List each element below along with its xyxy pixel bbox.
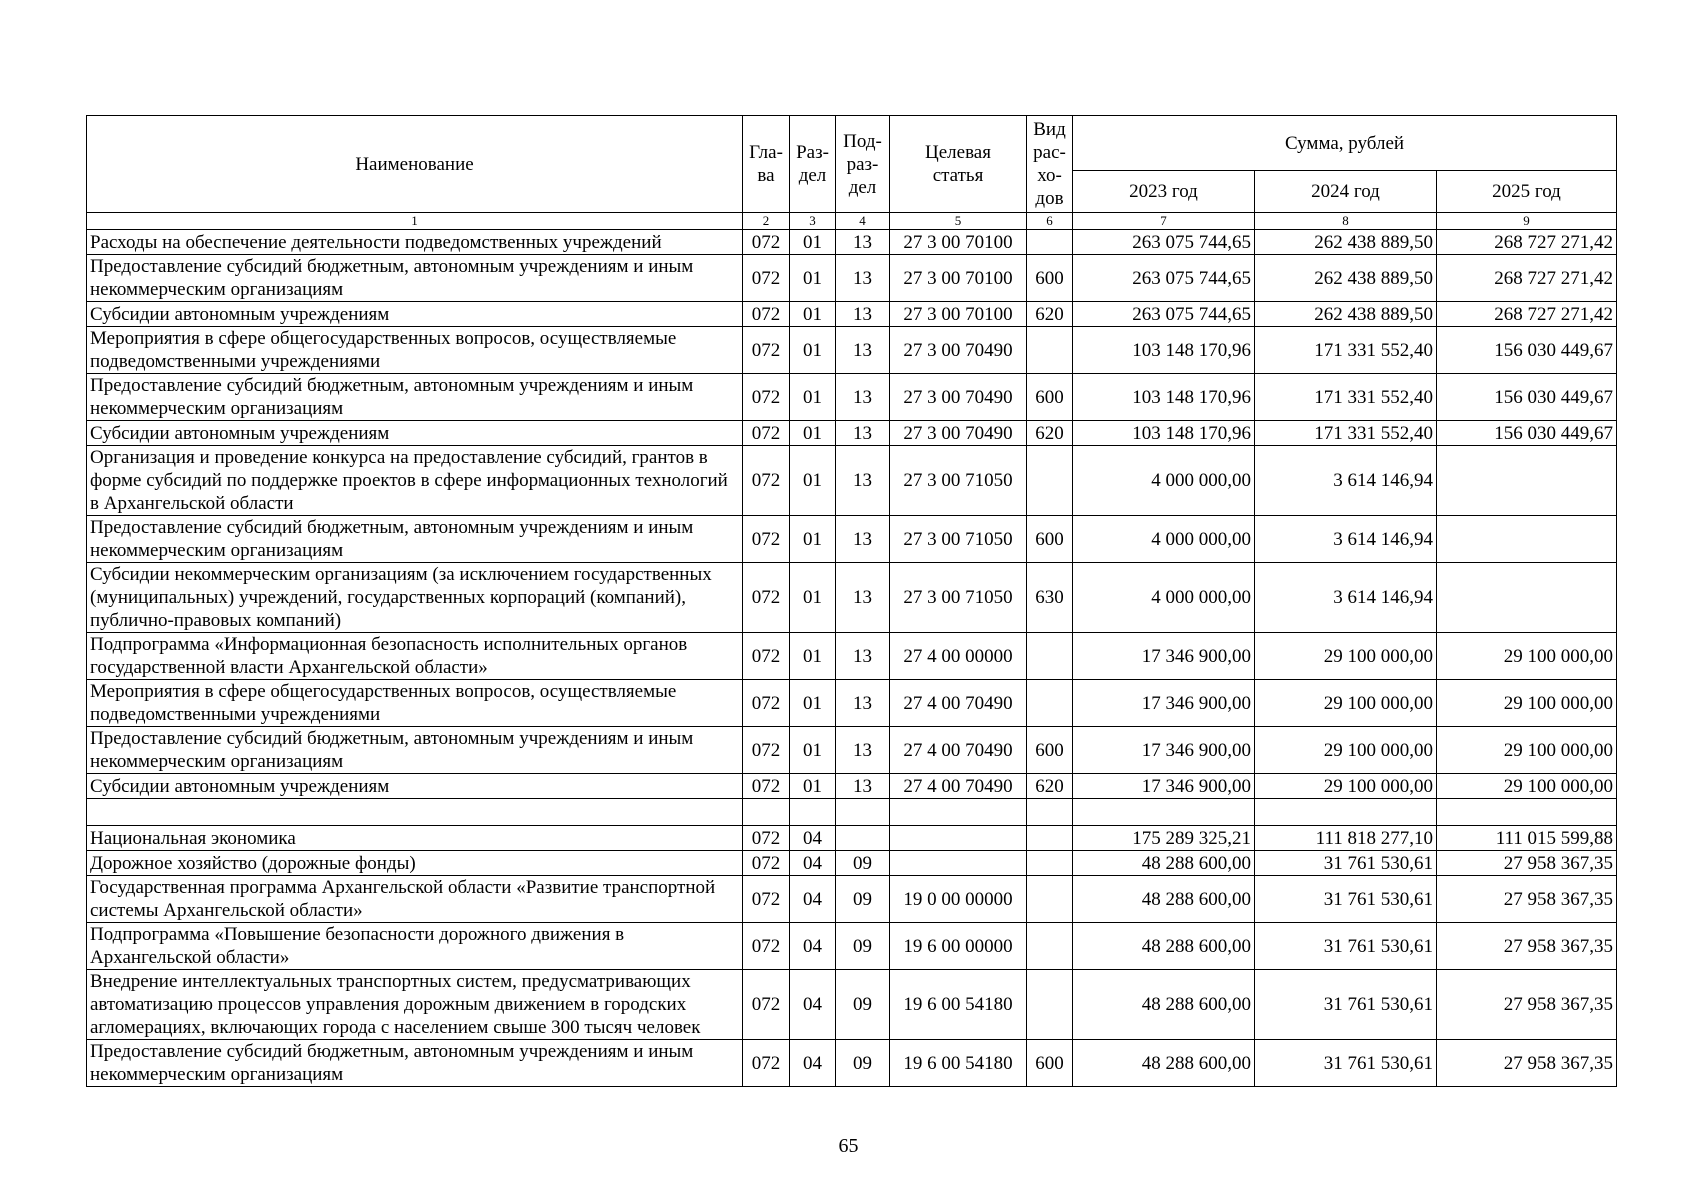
row-tselevaya (890, 826, 1027, 851)
row-2024: 262 438 889,50 (1255, 255, 1437, 302)
table-row (87, 255, 1617, 302)
row-razdel: 01 (790, 680, 836, 727)
row-2025: 268 727 271,42 (1437, 302, 1617, 327)
row-2023: 175 289 325,21 (1073, 826, 1255, 851)
column-numbers-row (87, 213, 1617, 230)
row-podrazdel: 13 (836, 516, 890, 563)
row-tselevaya: 19 6 00 54180 (890, 970, 1027, 1040)
row-tselevaya: 27 3 00 70100 (890, 230, 1027, 255)
row-name: Расходы на обеспечение деятельности подведомственных учреждений (87, 230, 743, 255)
row-2024: 111 818 277,10 (1255, 826, 1437, 851)
row-name (87, 799, 743, 826)
row-razdel: 01 (790, 327, 836, 374)
row-2024: 3 614 146,94 (1255, 516, 1437, 563)
row-glava: 072 (743, 727, 790, 774)
table-row (87, 851, 1617, 876)
row-podrazdel: 13 (836, 680, 890, 727)
row-name: Субсидии некоммерческим организациям (за исключением государственных (муниципальных) учреждений, государственных корпораций (компаний), публично-правовых компаний) (87, 563, 743, 633)
row-2024: 262 438 889,50 (1255, 302, 1437, 327)
row-name: Организация и проведение конкурса на предоставление субсидий, грантов в форме субсидий по поддержке проектов в сфере информационных технологий в Архангельской области (87, 446, 743, 516)
row-name: Дорожное хозяйство (дорожные фонды) (87, 851, 743, 876)
row-2025: 27 958 367,35 (1437, 1040, 1617, 1087)
row-razdel: 01 (790, 727, 836, 774)
table-row (87, 923, 1617, 970)
row-razdel: 01 (790, 446, 836, 516)
row-glava: 072 (743, 680, 790, 727)
table-row (87, 421, 1617, 446)
table-row (87, 727, 1617, 774)
row-glava: 072 (743, 563, 790, 633)
table-row (87, 633, 1617, 680)
row-razdel: 04 (790, 970, 836, 1040)
row-podrazdel: 09 (836, 923, 890, 970)
row-glava: 072 (743, 255, 790, 302)
row-glava: 072 (743, 421, 790, 446)
col-number: 9 (1437, 213, 1617, 230)
row-glava (743, 799, 790, 826)
row-2024: 29 100 000,00 (1255, 727, 1437, 774)
header-2025: 2025 год (1437, 171, 1617, 213)
row-2025: 27 958 367,35 (1437, 970, 1617, 1040)
row-podrazdel: 13 (836, 327, 890, 374)
row-2023: 4 000 000,00 (1073, 516, 1255, 563)
row-name: Субсидии автономным учреждениям (87, 421, 743, 446)
row-2024: 262 438 889,50 (1255, 230, 1437, 255)
row-2025 (1437, 799, 1617, 826)
table-row (87, 970, 1617, 1040)
table-row-empty (87, 799, 1617, 826)
row-vid (1027, 923, 1073, 970)
row-podrazdel: 09 (836, 851, 890, 876)
row-2024: 171 331 552,40 (1255, 327, 1437, 374)
header-razdel: Раз- дел (790, 116, 836, 213)
row-glava: 072 (743, 1040, 790, 1087)
row-2025: 268 727 271,42 (1437, 230, 1617, 255)
row-vid (1027, 826, 1073, 851)
row-glava: 072 (743, 826, 790, 851)
table-row (87, 516, 1617, 563)
row-razdel: 04 (790, 876, 836, 923)
row-glava: 072 (743, 230, 790, 255)
row-2024: 29 100 000,00 (1255, 680, 1437, 727)
row-2025 (1437, 516, 1617, 563)
row-2025: 268 727 271,42 (1437, 255, 1617, 302)
table-row (87, 230, 1617, 255)
row-name: Предоставление субсидий бюджетным, автономным учреждениям и иным некоммерческим организациям (87, 255, 743, 302)
budget-table (86, 115, 1617, 1087)
row-name: Государственная программа Архангельской области «Развитие транспортной системы Архангельской области» (87, 876, 743, 923)
col-number: 4 (836, 213, 890, 230)
row-podrazdel: 13 (836, 446, 890, 516)
header-summa: Сумма, рублей (1073, 116, 1617, 171)
row-2025 (1437, 563, 1617, 633)
row-glava: 072 (743, 876, 790, 923)
row-podrazdel (836, 799, 890, 826)
row-2023: 17 346 900,00 (1073, 680, 1255, 727)
row-name: Предоставление субсидий бюджетным, автономным учреждениям и иным некоммерческим организациям (87, 1040, 743, 1087)
row-tselevaya: 27 3 00 71050 (890, 516, 1027, 563)
row-podrazdel: 13 (836, 302, 890, 327)
row-glava: 072 (743, 774, 790, 799)
row-2024: 31 761 530,61 (1255, 851, 1437, 876)
row-2025: 156 030 449,67 (1437, 421, 1617, 446)
row-2025: 156 030 449,67 (1437, 374, 1617, 421)
row-vid (1027, 327, 1073, 374)
row-tselevaya (890, 851, 1027, 876)
row-vid: 630 (1027, 563, 1073, 633)
row-tselevaya: 27 4 00 70490 (890, 774, 1027, 799)
row-name: Предоставление субсидий бюджетным, автономным учреждениям и иным некоммерческим организациям (87, 516, 743, 563)
row-name: Предоставление субсидий бюджетным, автономным учреждениям и иным некоммерческим организациям (87, 727, 743, 774)
row-2024: 3 614 146,94 (1255, 446, 1437, 516)
row-razdel: 01 (790, 421, 836, 446)
row-2023: 263 075 744,65 (1073, 302, 1255, 327)
row-2023: 48 288 600,00 (1073, 876, 1255, 923)
row-razdel: 01 (790, 255, 836, 302)
row-name: Национальная экономика (87, 826, 743, 851)
header-podrazdel: Под- раз- дел (836, 116, 890, 213)
row-podrazdel: 13 (836, 563, 890, 633)
row-glava: 072 (743, 970, 790, 1040)
row-vid: 620 (1027, 774, 1073, 799)
row-razdel (790, 799, 836, 826)
row-glava: 072 (743, 302, 790, 327)
row-2024: 171 331 552,40 (1255, 421, 1437, 446)
row-tselevaya: 27 3 00 70100 (890, 302, 1027, 327)
row-razdel: 01 (790, 633, 836, 680)
table-row (87, 563, 1617, 633)
row-tselevaya: 27 4 00 70490 (890, 727, 1027, 774)
col-number: 2 (743, 213, 790, 230)
row-glava: 072 (743, 633, 790, 680)
row-2024: 31 761 530,61 (1255, 1040, 1437, 1087)
col-number: 8 (1255, 213, 1437, 230)
row-vid (1027, 446, 1073, 516)
row-2023: 17 346 900,00 (1073, 633, 1255, 680)
row-tselevaya: 19 6 00 00000 (890, 923, 1027, 970)
header-name: Наименование (87, 116, 743, 213)
row-2025: 27 958 367,35 (1437, 876, 1617, 923)
row-tselevaya: 19 6 00 54180 (890, 1040, 1027, 1087)
header-vid: Вид рас- хо- дов (1027, 116, 1073, 213)
col-number: 6 (1027, 213, 1073, 230)
row-vid (1027, 230, 1073, 255)
row-glava: 072 (743, 327, 790, 374)
row-razdel: 04 (790, 851, 836, 876)
row-2024: 171 331 552,40 (1255, 374, 1437, 421)
row-name: Подпрограмма «Повышение безопасности дорожного движения в Архангельской области» (87, 923, 743, 970)
table-row (87, 446, 1617, 516)
row-2023: 103 148 170,96 (1073, 374, 1255, 421)
row-2024: 31 761 530,61 (1255, 923, 1437, 970)
row-tselevaya: 27 4 00 70490 (890, 680, 1027, 727)
row-name: Мероприятия в сфере общегосударственных вопросов, осуществляемые подведомственными учреждениями (87, 327, 743, 374)
header-glava: Гла- ва (743, 116, 790, 213)
row-2023: 103 148 170,96 (1073, 327, 1255, 374)
header-tselevaya: Целевая статья (890, 116, 1027, 213)
row-2025: 29 100 000,00 (1437, 774, 1617, 799)
row-podrazdel (836, 826, 890, 851)
row-2023: 263 075 744,65 (1073, 255, 1255, 302)
col-number: 1 (87, 213, 743, 230)
row-podrazdel: 13 (836, 774, 890, 799)
row-2023: 48 288 600,00 (1073, 970, 1255, 1040)
table-row (87, 374, 1617, 421)
row-podrazdel: 09 (836, 876, 890, 923)
row-vid: 600 (1027, 1040, 1073, 1087)
col-number: 7 (1073, 213, 1255, 230)
row-2023: 48 288 600,00 (1073, 1040, 1255, 1087)
row-podrazdel: 09 (836, 1040, 890, 1087)
row-podrazdel: 13 (836, 421, 890, 446)
table-row (87, 327, 1617, 374)
row-2024: 31 761 530,61 (1255, 970, 1437, 1040)
row-razdel: 01 (790, 516, 836, 563)
row-2023: 17 346 900,00 (1073, 774, 1255, 799)
row-2025: 27 958 367,35 (1437, 851, 1617, 876)
row-vid: 600 (1027, 727, 1073, 774)
row-tselevaya: 27 3 00 71050 (890, 563, 1027, 633)
row-tselevaya: 27 3 00 70490 (890, 421, 1027, 446)
col-number: 5 (890, 213, 1027, 230)
row-2023 (1073, 799, 1255, 826)
row-razdel: 01 (790, 774, 836, 799)
row-2025: 29 100 000,00 (1437, 680, 1617, 727)
row-vid (1027, 851, 1073, 876)
header-2023: 2023 год (1073, 171, 1255, 213)
row-2024: 29 100 000,00 (1255, 774, 1437, 799)
row-name: Внедрение интеллектуальных транспортных систем, предусматривающих автоматизацию процессов управления дорожным движением в городских агломерациях, включающих города с населением свыше 300 тысяч человек (87, 970, 743, 1040)
row-tselevaya: 27 3 00 71050 (890, 446, 1027, 516)
row-vid: 600 (1027, 255, 1073, 302)
page-number: 65 (838, 1135, 859, 1157)
row-razdel: 01 (790, 374, 836, 421)
row-2025: 29 100 000,00 (1437, 633, 1617, 680)
row-glava: 072 (743, 516, 790, 563)
row-podrazdel: 13 (836, 727, 890, 774)
header-2024: 2024 год (1255, 171, 1437, 213)
row-vid (1027, 633, 1073, 680)
row-2024 (1255, 799, 1437, 826)
row-vid (1027, 876, 1073, 923)
table-row (87, 302, 1617, 327)
row-2023: 4 000 000,00 (1073, 563, 1255, 633)
row-podrazdel: 09 (836, 970, 890, 1040)
row-2023: 103 148 170,96 (1073, 421, 1255, 446)
row-name: Предоставление субсидий бюджетным, автономным учреждениям и иным некоммерческим организациям (87, 374, 743, 421)
row-razdel: 01 (790, 230, 836, 255)
row-name: Субсидии автономным учреждениям (87, 302, 743, 327)
row-razdel: 01 (790, 302, 836, 327)
table-row (87, 1040, 1617, 1087)
row-2024: 29 100 000,00 (1255, 633, 1437, 680)
row-2023: 17 346 900,00 (1073, 727, 1255, 774)
row-vid: 600 (1027, 516, 1073, 563)
row-name: Подпрограмма «Информационная безопасность исполнительных органов государственной власти Архангельской области» (87, 633, 743, 680)
row-podrazdel: 13 (836, 255, 890, 302)
row-podrazdel: 13 (836, 374, 890, 421)
row-glava: 072 (743, 851, 790, 876)
row-podrazdel: 13 (836, 633, 890, 680)
row-2025: 27 958 367,35 (1437, 923, 1617, 970)
row-2023: 48 288 600,00 (1073, 923, 1255, 970)
row-tselevaya: 27 4 00 00000 (890, 633, 1027, 680)
row-2024: 3 614 146,94 (1255, 563, 1437, 633)
row-tselevaya: 27 3 00 70100 (890, 255, 1027, 302)
row-vid: 620 (1027, 302, 1073, 327)
row-razdel: 04 (790, 1040, 836, 1087)
row-glava: 072 (743, 374, 790, 421)
row-2025: 156 030 449,67 (1437, 327, 1617, 374)
row-vid (1027, 799, 1073, 826)
row-vid (1027, 680, 1073, 727)
row-vid: 620 (1027, 421, 1073, 446)
row-2024: 31 761 530,61 (1255, 876, 1437, 923)
row-2025: 29 100 000,00 (1437, 727, 1617, 774)
row-vid (1027, 970, 1073, 1040)
row-tselevaya: 27 3 00 70490 (890, 327, 1027, 374)
row-2023: 4 000 000,00 (1073, 446, 1255, 516)
row-podrazdel: 13 (836, 230, 890, 255)
row-2025: 111 015 599,88 (1437, 826, 1617, 851)
table-row (87, 876, 1617, 923)
row-glava: 072 (743, 446, 790, 516)
table-row (87, 826, 1617, 851)
table-row (87, 774, 1617, 799)
row-name: Субсидии автономным учреждениям (87, 774, 743, 799)
col-number: 3 (790, 213, 836, 230)
row-2023: 263 075 744,65 (1073, 230, 1255, 255)
row-tselevaya (890, 799, 1027, 826)
row-tselevaya: 19 0 00 00000 (890, 876, 1027, 923)
row-razdel: 01 (790, 563, 836, 633)
row-2025 (1437, 446, 1617, 516)
row-glava: 072 (743, 923, 790, 970)
row-razdel: 04 (790, 923, 836, 970)
table-row (87, 680, 1617, 727)
row-razdel: 04 (790, 826, 836, 851)
row-tselevaya: 27 3 00 70490 (890, 374, 1027, 421)
row-vid: 600 (1027, 374, 1073, 421)
row-2023: 48 288 600,00 (1073, 851, 1255, 876)
row-name: Мероприятия в сфере общегосударственных вопросов, осуществляемые подведомственными учреждениями (87, 680, 743, 727)
